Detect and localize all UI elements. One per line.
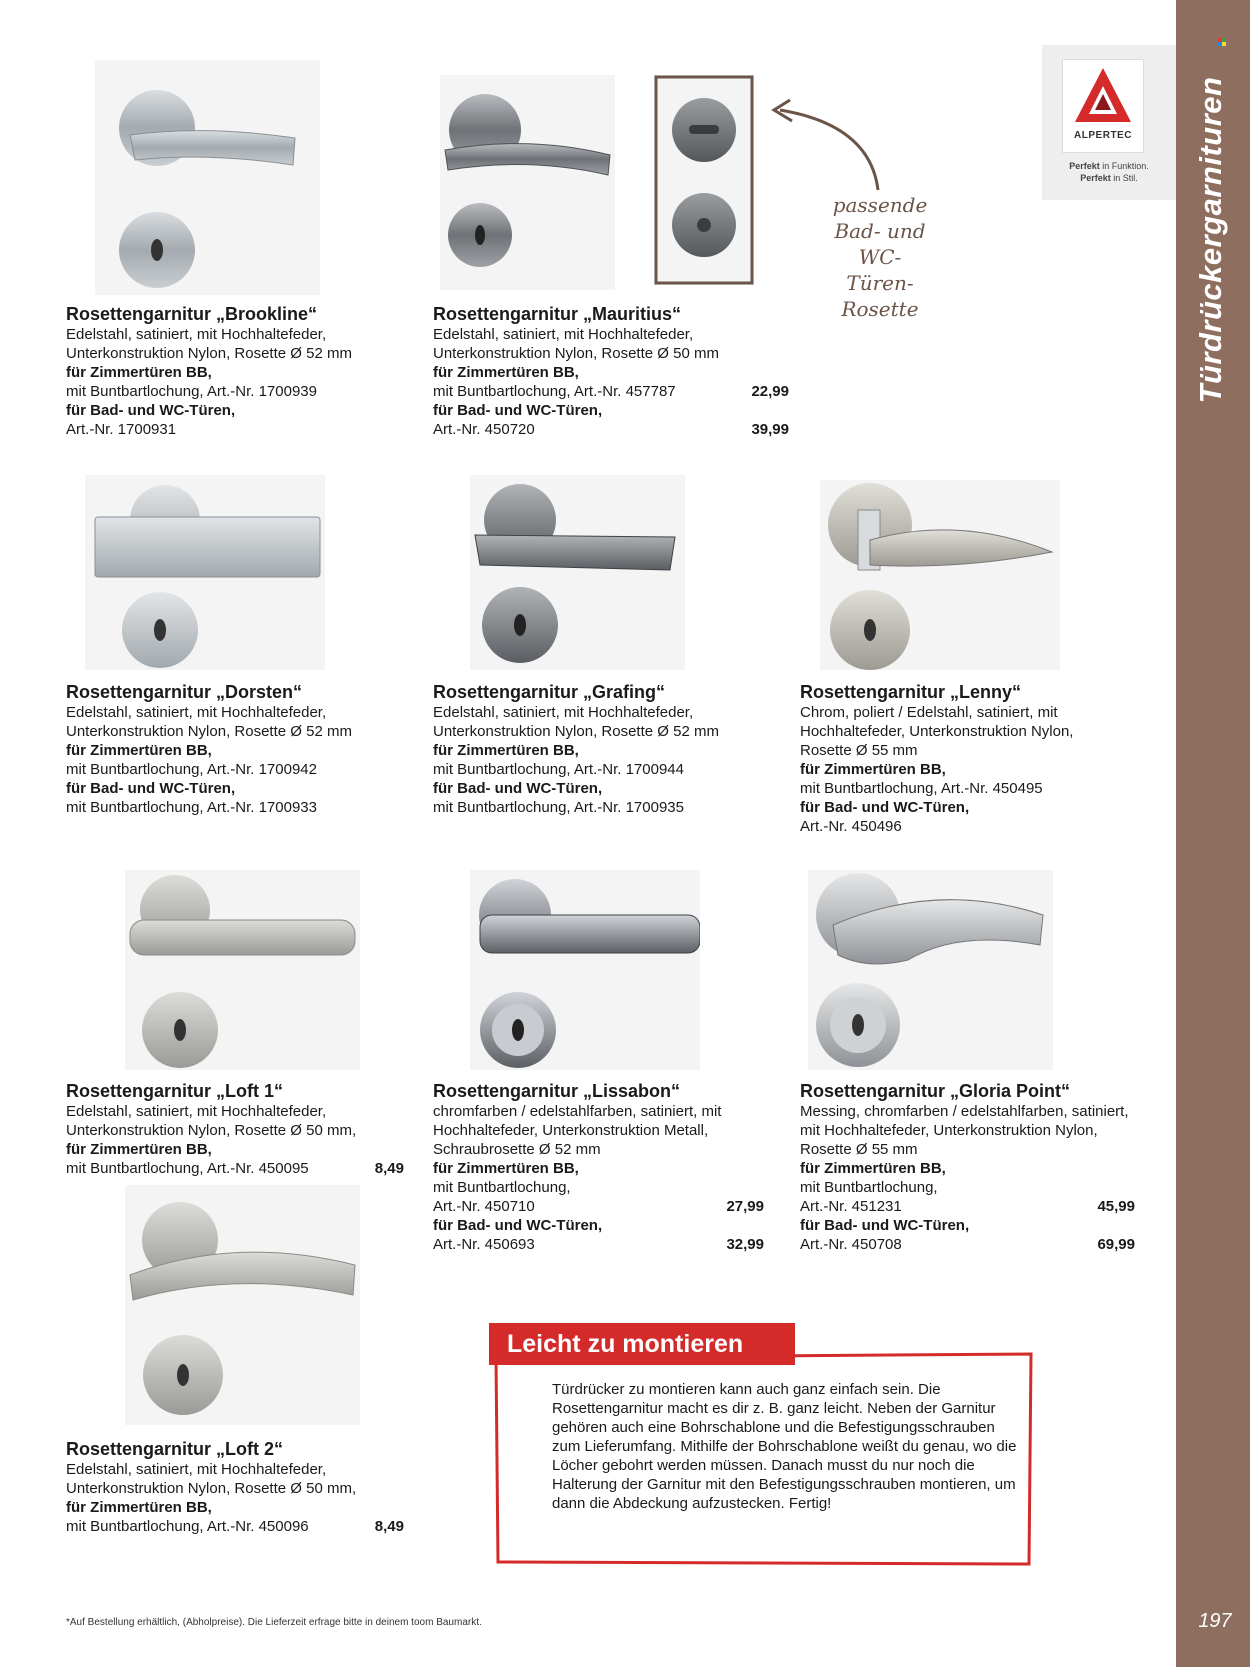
product-line-text: für Zimmertüren BB,	[800, 1160, 946, 1177]
product-image-loft-2	[125, 1185, 360, 1425]
product-line-text: mit Buntbartlochung, Art.-Nr. 450096	[66, 1518, 309, 1535]
product-line-text: für Zimmertüren BB,	[433, 364, 579, 381]
info-box-text: Türdrücker zu montieren kann auch ganz einfach sein. Die Rosettengarnitur macht es dir z. B. ganz leicht. Neben der Garnitur gehören auch eine Bohrschablone und die Befestigungsschrauben zum Lieferumfang. Mithilfe der Bohrschablone weißt du genau, wo die Löcher gebohrt werden müssen. Danach musst du nur noch die Halterung der Garnitur mit den Befestigungsschrauben montieren, um dann die Abdeckung aufzustecken. Fertig!	[552, 1381, 1017, 1512]
product-line	[66, 344, 406, 363]
product-line	[433, 798, 773, 817]
product-line	[800, 779, 1140, 798]
product-line	[433, 325, 789, 344]
product-line	[433, 1159, 764, 1178]
logo-slogan: Perfekt in Funktion. Perfekt in Stil.	[1069, 161, 1149, 183]
product-title: Rosettengarnitur „Dorsten“	[66, 682, 303, 702]
product-line-text: mit Buntbartlochung, Art.-Nr. 450495	[800, 780, 1043, 797]
product-line	[66, 703, 406, 722]
product-line-text: mit Buntbartlochung, Art.-Nr. 1700944	[433, 761, 684, 778]
product-title: Rosettengarnitur „Lissabon“	[433, 1081, 681, 1101]
product-line	[66, 1159, 404, 1178]
product-line	[66, 760, 406, 779]
product-title: Rosettengarnitur „Brookline“	[66, 304, 318, 324]
product-line-text: Edelstahl, satiniert, mit Hochhaltefeder,	[433, 704, 694, 721]
product-line-text: mit Buntbartlochung, Art.-Nr. 457787	[433, 383, 676, 400]
product-line	[66, 382, 406, 401]
product-line	[800, 1178, 1135, 1197]
product-line-text: mit Buntbartlochung, Art.-Nr. 1700942	[66, 761, 317, 778]
product-line-text: Unterkonstruktion Nylon, Rosette Ø 50 mm,	[66, 1480, 357, 1497]
product-line	[433, 1121, 764, 1140]
page-number: 197	[1198, 1610, 1232, 1632]
product-line-text: für Bad- und WC-Türen,	[66, 402, 236, 419]
price: 39,99	[751, 421, 789, 438]
product-line	[433, 703, 773, 722]
product-line-text: für Zimmertüren BB,	[433, 1160, 579, 1177]
color-dots-icon	[1218, 33, 1226, 41]
product-line-text: Art.-Nr. 451231	[800, 1198, 902, 1215]
product-line-text: Unterkonstruktion Nylon, Rosette Ø 52 mm	[66, 345, 352, 362]
handwritten-note: passende Bad- und WC- Türen-Rosette	[832, 193, 928, 321]
product-line	[800, 703, 1140, 722]
product-line	[66, 325, 406, 344]
product-line-text: Unterkonstruktion Nylon, Rosette Ø 50 mm	[433, 345, 719, 362]
product-line-text: mit Buntbartlochung, Art.-Nr. 1700933	[66, 799, 317, 816]
product-line-text: Messing, chromfarben / edelstahlfarben, satiniert,	[800, 1103, 1129, 1120]
product-line	[66, 798, 406, 817]
product-loft-2	[66, 1438, 404, 1536]
info-box-heading: Leicht zu montieren	[489, 1323, 795, 1365]
product-line-text: Art.-Nr. 450720	[433, 421, 535, 438]
product-line-text: für Bad- und WC-Türen,	[433, 402, 603, 419]
product-image-dorsten	[85, 475, 325, 670]
price: 27,99	[726, 1198, 764, 1215]
product-line	[66, 1498, 404, 1517]
product-line	[433, 1140, 764, 1159]
product-line-text: Hochhaltefeder, Unterkonstruktion Nylon,	[800, 723, 1074, 740]
product-line-text: Art.-Nr. 1700931	[66, 421, 177, 438]
product-line-text: mit Buntbartlochung,	[433, 1179, 571, 1196]
product-title: Rosettengarnitur „Loft 2“	[66, 1439, 284, 1459]
product-line	[433, 1216, 764, 1235]
product-line-text: für Bad- und WC-Türen,	[433, 1217, 603, 1234]
product-mauritius	[433, 303, 789, 439]
price: 22,99	[751, 383, 789, 400]
product-line-text: Edelstahl, satiniert, mit Hochhaltefeder,	[66, 1103, 327, 1120]
product-line-text: Schraubrosette Ø 52 mm	[433, 1141, 601, 1158]
product-line-text: chromfarben / edelstahlfarben, satiniert, mit	[433, 1103, 722, 1120]
product-line	[433, 760, 773, 779]
product-title: Rosettengarnitur „Loft 1“	[66, 1081, 284, 1101]
product-image-loft-1	[125, 870, 360, 1070]
product-line	[800, 1102, 1135, 1121]
product-line	[800, 741, 1140, 760]
product-line	[433, 1102, 764, 1121]
product-line	[66, 1121, 404, 1140]
footnote: *Auf Bestellung erhältlich, (Abholpreise). Die Lieferzeit erfrage bitte in deinem toom Baumarkt.	[66, 1617, 482, 1628]
product-line	[433, 363, 789, 382]
product-line	[800, 798, 1140, 817]
product-title: Rosettengarnitur „Grafing“	[433, 682, 666, 702]
product-line	[433, 420, 789, 439]
product-loft-1	[66, 1080, 404, 1178]
product-line-text: für Bad- und WC-Türen,	[800, 799, 970, 816]
product-line	[66, 363, 406, 382]
product-line-text: Art.-Nr. 450710	[433, 1198, 535, 1215]
product-line-text: für Zimmertüren BB,	[800, 761, 946, 778]
product-image-mauritius	[440, 75, 615, 290]
product-line-text: Edelstahl, satiniert, mit Hochhaltefeder,	[66, 326, 327, 343]
product-line-text: Hochhaltefeder, Unterkonstruktion Metall,	[433, 1122, 709, 1139]
price: 45,99	[1097, 1198, 1135, 1215]
product-title: Rosettengarnitur „Lenny“	[800, 682, 1022, 702]
product-line-text: für Bad- und WC-Türen,	[66, 780, 236, 797]
product-image-lenny	[820, 480, 1060, 670]
product-line-text: mit Buntbartlochung, Art.-Nr. 450095	[66, 1160, 309, 1177]
product-line-text: Edelstahl, satiniert, mit Hochhaltefeder,	[433, 326, 694, 343]
product-line-text: Chrom, poliert / Edelstahl, satiniert, mit	[800, 704, 1058, 721]
product-line-text: für Zimmertüren BB,	[66, 1141, 212, 1158]
product-line-text: für Zimmertüren BB,	[66, 364, 212, 381]
product-line	[433, 1235, 764, 1254]
product-gloria-point	[800, 1080, 1135, 1254]
product-line-text: Art.-Nr. 450708	[800, 1236, 902, 1253]
product-line	[66, 1479, 404, 1498]
product-image-brookline	[95, 60, 320, 295]
product-line-text: Unterkonstruktion Nylon, Rosette Ø 52 mm	[66, 723, 352, 740]
product-line	[66, 779, 406, 798]
product-line-text: für Bad- und WC-Türen,	[433, 780, 603, 797]
product-line	[433, 344, 789, 363]
product-line-text: Art.-Nr. 450693	[433, 1236, 535, 1253]
product-image-grafing	[470, 475, 685, 670]
product-brookline	[66, 303, 406, 439]
product-line	[800, 1197, 1135, 1216]
product-line	[433, 779, 773, 798]
product-line	[800, 817, 1140, 836]
product-image-gloria-point	[808, 870, 1053, 1070]
product-line-text: Rosette Ø 55 mm	[800, 1141, 918, 1158]
product-line	[800, 1140, 1135, 1159]
product-dorsten	[66, 681, 406, 817]
product-line	[66, 1140, 404, 1159]
product-line-text: Rosette Ø 55 mm	[800, 742, 918, 759]
price: 32,99	[726, 1236, 764, 1253]
product-line-text: Unterkonstruktion Nylon, Rosette Ø 50 mm,	[66, 1122, 357, 1139]
product-line	[433, 741, 773, 760]
product-line	[800, 1235, 1135, 1254]
alpertec-logo: ALPERTEC Perfekt in Funktion. Perfekt in Stil.	[1042, 45, 1176, 200]
arrow-icon	[760, 95, 890, 195]
product-line-text: Unterkonstruktion Nylon, Rosette Ø 52 mm	[433, 723, 719, 740]
product-title: Rosettengarnitur „Mauritius“	[433, 304, 682, 324]
product-title: Rosettengarnitur „Gloria Point“	[800, 1081, 1071, 1101]
wc-rosette-image	[654, 75, 754, 285]
product-line-text: Edelstahl, satiniert, mit Hochhaltefeder,	[66, 1461, 327, 1478]
product-line	[66, 741, 406, 760]
price: 8,49	[374, 1518, 404, 1535]
product-line-text: mit Buntbartlochung, Art.-Nr. 1700939	[66, 383, 317, 400]
product-line	[800, 1121, 1135, 1140]
product-line-text: Art.-Nr. 450496	[800, 818, 902, 835]
product-line	[66, 401, 406, 420]
product-line-text: mit Hochhaltefeder, Unterkonstruktion Nylon,	[800, 1122, 1098, 1139]
product-line	[66, 420, 406, 439]
product-line	[800, 1216, 1135, 1235]
product-line-text: für Zimmertüren BB,	[66, 742, 212, 759]
product-line	[800, 760, 1140, 779]
product-line	[433, 382, 789, 401]
price: 8,49	[374, 1160, 404, 1177]
product-line-text: Edelstahl, satiniert, mit Hochhaltefeder,	[66, 704, 327, 721]
product-line-text: für Zimmertüren BB,	[66, 1499, 212, 1516]
product-line	[66, 1102, 404, 1121]
product-line	[66, 1517, 404, 1536]
product-lissabon	[433, 1080, 764, 1254]
product-image-lissabon	[470, 870, 700, 1070]
product-line	[66, 722, 406, 741]
product-line	[433, 401, 789, 420]
price: 69,99	[1097, 1236, 1135, 1253]
product-grafing	[433, 681, 773, 817]
product-line	[433, 722, 773, 741]
product-line-text: mit Buntbartlochung, Art.-Nr. 1700935	[433, 799, 684, 816]
product-line-text: für Zimmertüren BB,	[433, 742, 579, 759]
product-line	[433, 1178, 764, 1197]
section-title: Türdrückergarnituren	[1193, 76, 1228, 404]
product-line	[800, 722, 1140, 741]
product-line	[66, 1460, 404, 1479]
product-lenny	[800, 681, 1140, 836]
product-line-text: für Bad- und WC-Türen,	[800, 1217, 970, 1234]
alpertec-mark-icon	[1063, 60, 1143, 130]
product-line-text: mit Buntbartlochung,	[800, 1179, 938, 1196]
product-line	[433, 1197, 764, 1216]
product-line	[800, 1159, 1135, 1178]
